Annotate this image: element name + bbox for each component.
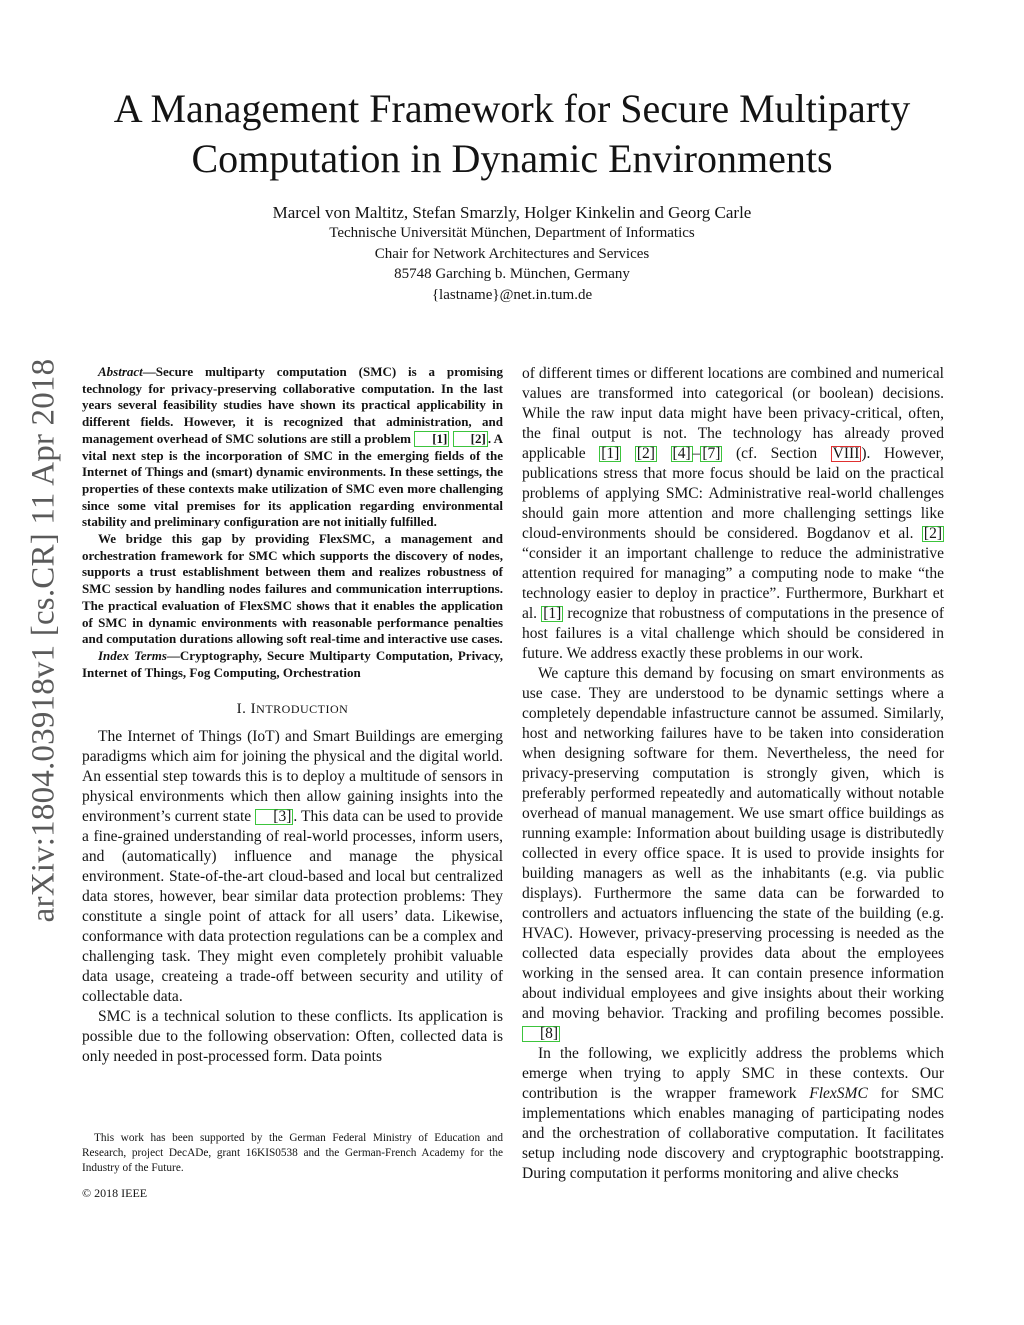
section-title-rest: NTRODUCTION	[256, 702, 349, 717]
intro-text-1a: The Internet of Things (IoT) and Smart Buildings are emerging paradigms which aim for joining the physical and the digital world. An essential step towards this is to deploy a multitude of sensors in physical environments which then allow gaining insights into the environment’s current state	[82, 728, 503, 826]
abstract-label: Abstract	[98, 364, 143, 379]
funding-footnote	[82, 1131, 503, 1176]
paper-title: A Management Framework for Secure Multiparty Computation in Dynamic Environments	[113, 86, 911, 181]
intro-paragraph-1	[82, 727, 503, 1007]
right-text-3a: In the following, we explicitly address the problems which emerge when trying to apply SMC in these contexts. Our contribution is the wrapper framework	[522, 1045, 944, 1102]
arxiv-stamp-text: arXiv:1804.03918v1 [cs.CR] 11 Apr 2018	[25, 358, 62, 922]
right-text-1c: “consider it an important challenge to reduce the administrative attention required for managing” a computing node to make “the technology easier to deploy in practice”. Furthermore, Burkhart et al.	[522, 545, 944, 622]
affiliation-university: Technische Universität München, Department of Informatics	[329, 225, 695, 241]
abstract	[82, 364, 503, 681]
right-paragraph-1	[522, 364, 944, 664]
author-names: Marcel von Maltitz, Stefan Smarzly, Holger Kinkelin and Georg Carle	[272, 203, 752, 222]
right-text-1b: ). However, publications stress that more focus should be laid on the practical problems of applying SMC: Administrative real-world challenges should gain more attention and more challenging settings like cloud-environments should be considered. Bogdanov et al.	[522, 445, 945, 542]
citation-link-7[interactable]: [7]	[702, 445, 721, 462]
citation-link-8[interactable]: [8]	[522, 1026, 560, 1042]
footnote-text: This work has been supported by the German Federal Ministry of Education and Research, project DecADe, grant 16KIS0538 and the German-French Academy for the Industry of the Future.	[82, 1132, 503, 1174]
cf-section-text: (cf. Section	[722, 445, 831, 462]
affiliation-chair: Chair for Network Architectures and Services	[374, 245, 650, 262]
affiliation-address: 85748 Garching b. München, Germany	[394, 266, 630, 282]
arxiv-stamp	[14, 340, 74, 940]
abstract-paragraph-2: We bridge this gap by providing FlexSMC, a management and orchestration framework for SMC which supports the discovery of nodes, supports a trust establishment between them and realizes robustness of SMC session by handling nodes failures and communication interruptions. The practical evaluation of FlexSMC shows that it enables the application of SMC in dynamic environments with reasonable performance penalties and computation durations allowing soft real-time and interactive use cases.	[82, 531, 503, 647]
citation-link-2[interactable]: [2]	[923, 525, 942, 542]
right-paragraph-2	[522, 664, 944, 1044]
right-text-1d: recognize that robustness of computations in the presence of host failures is a vital challenge which should be considered in future. We address exactly these problems in our work.	[522, 605, 945, 662]
abstract-text-1b: . A vital next step is the incorporation of SMC in the emerging fields of the Internet of Things and (smart) dynamic environments. In these settings, the properties of these contexts make utilization of SMC even more challenging since some vital premises for its application regarding environmental stability and preliminary configuration are not initially fulfilled.	[82, 430, 504, 530]
index-terms-label: Index Terms	[98, 647, 167, 663]
copyright-notice: © 2018 IEEE	[82, 1186, 148, 1200]
right-column	[522, 364, 944, 1184]
author-block	[80, 201, 944, 305]
index-terms: Index Terms—Cryptography, Secure Multiparty Computation, Privacy, Internet of Things, Fog Computing, Orchestration	[82, 647, 503, 680]
left-column	[82, 364, 503, 1067]
section-reference-link[interactable]: VIII	[832, 445, 860, 462]
citation-link-3[interactable]: [3]	[255, 809, 293, 825]
index-terms-text: Cryptography, Secure Multiparty Computation, Privacy, Internet of Things, Fog Computing, Orchestration	[82, 647, 503, 680]
section-initial: I	[250, 701, 257, 718]
citation-link-1[interactable]: [1]	[414, 431, 449, 447]
right-text-2a: We capture this demand by focusing on smart environments as use case. They are understood to be dynamic settings where a completely dependable infastructure cannot be assumed. Similarly, host and networking failures have to be taken into consideration when designing software for them. Nevertheless, the need for privacy-preserving computation is strongly given, which is preferably performed repeatedly and automatically without notable overhead of manual management. We use smart office buildings as running example: Information about building usage is distributedly collected in every office space. It is used to provide insights for building managers as well as the inhabitants (e.g. via public displays). Furthermore the same data can be forwarded to controllers and actuators influencing the state of the building (e.g. HVAC). However, privacy-preserving processing is needed as the collected data especially provides data about the employees working in the sensed area. It can contain presence information about individual employees and give insights about their working and moving behavior. Tracking and profiling becomes possible.	[522, 665, 944, 1022]
framework-name: FlexSMC	[809, 1085, 868, 1102]
right-text-3b: for SMC implementations which enables managing of participating nodes and the orchestration of collaborative computation. It facilitates setup including node discovery and cryptographic bootstrapping. During computation it performs monitoring and alive checks	[522, 1085, 944, 1182]
intro-text-1b: . This data can be used to provide a fine-grained understanding of real-world processes, inform users, and (automatically) influence and manage the physical environment. State-of-the-art cloud-based and local but centralized data stores, however, bear similar data protection problems: They constitute a single point of attack for all users’ data. Likewise, conformance with data protection regulations can be a complex and challenging task. They might even completely prohibit valuable data usage, createing a trade-off between security and utility of collectable data.	[82, 808, 503, 1006]
citation-link-2[interactable]: [2]	[453, 431, 488, 447]
citation-link-4[interactable]: [4]	[672, 445, 691, 462]
abstract-paragraph-1: Abstract—Secure multiparty computation (SMC) is a promising technology for privacy-preserving collaborative computation. In the last years several feasibility studies have shown its practical applicability in different fields. However, it is recognized that administration, and management overhead of SMC solutions are still a problem [1] [2] . A vital next step is the incorporation of SMC in the emerging fields of the Internet of Things and (smart) dynamic environments. In these settings, the properties of these contexts make utilization of SMC even more challenging since some vital premises for its application regarding environmental stability and preliminary configuration are not initially fulfilled.	[82, 364, 504, 530]
author-email: {lastname}@net.in.tum.de	[431, 286, 593, 303]
section-number: I.	[236, 701, 251, 718]
citation-range-dash: –	[692, 445, 701, 462]
section-heading-introduction	[82, 699, 503, 719]
citation-link-1[interactable]: [1]	[543, 605, 562, 622]
abstract-text-1a: Secure multiparty computation (SMC) is a promising technology for privacy-preserving collaborative computation. In the last years several feasibility studies have shown its practical applicability in different fields. However, it is recognized that administration, and management overhead of SMC solutions are still a problem	[82, 364, 503, 446]
right-text-1a: of different times or different locations are combined and numerical values are transformed into categorical (or boolean) decisions. While the raw input data might have been privacy-critical, often, the final output is not. The technology has already proved applicable	[522, 365, 944, 462]
right-paragraph-3	[522, 1044, 944, 1184]
citation-link-2[interactable]: [2]	[636, 445, 655, 462]
citation-link-1[interactable]: [1]	[601, 445, 620, 462]
intro-paragraph-2: SMC is a technical solution to these conflicts. Its application is possible due to the following observation: Often, collected data is only needed in post-processed form. Data points	[82, 1008, 503, 1066]
